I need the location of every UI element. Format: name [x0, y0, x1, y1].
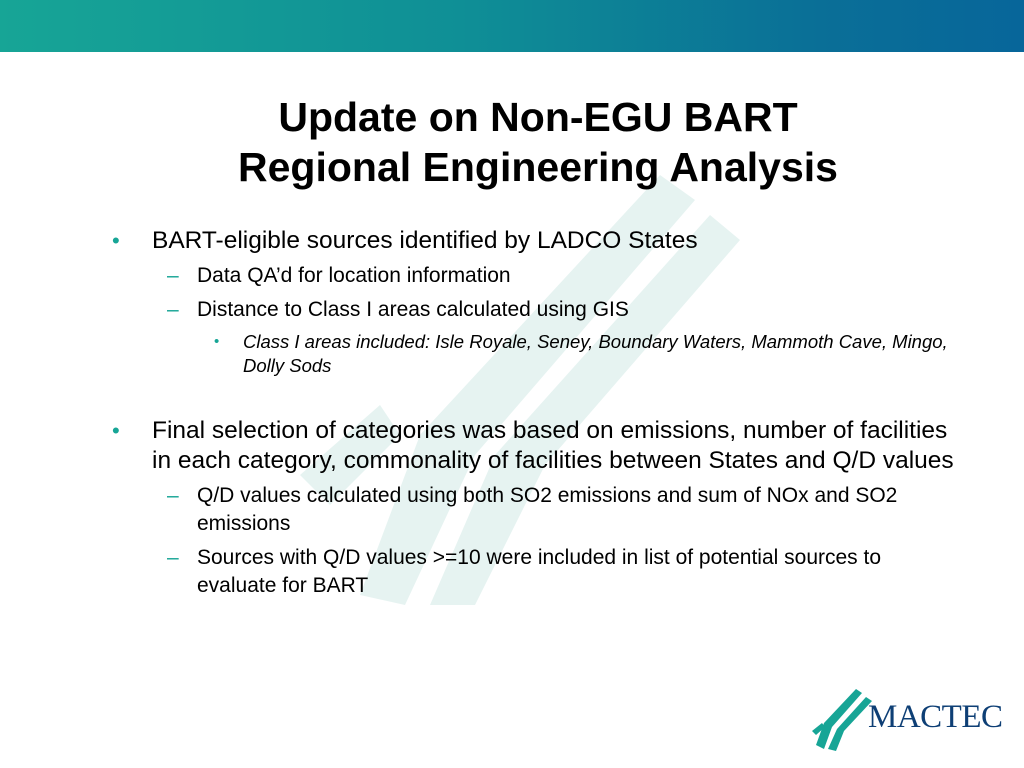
slide-title [0, 92, 1024, 192]
title-line-2: Regional Engineering Analysis [238, 144, 838, 190]
sub-bullet-2-1-text: Q/D values calculated using both SO2 emissions and sum of NOx and SO2 emissions [197, 484, 898, 535]
bullet-dot-icon: • [112, 228, 120, 253]
sub-bullet-2-1 [112, 482, 962, 538]
sub-bullet-1-1-text: Data QA’d for location information [197, 264, 511, 287]
spacer [112, 378, 962, 416]
bullet-2 [112, 416, 962, 476]
sub-sub-bullet-1-2-1 [112, 330, 962, 378]
mactec-logo [812, 685, 1012, 755]
dash-icon: – [167, 264, 179, 287]
logo-text: MACTEC [868, 699, 1003, 735]
slide-body [112, 226, 962, 600]
dash-icon: – [167, 546, 179, 569]
bullet-1-text: BART-eligible sources identified by LADCO States [152, 227, 698, 254]
bullet-dot-icon: • [214, 333, 220, 350]
sub-bullet-1-1 [112, 262, 962, 290]
sub-bullet-2-2 [112, 544, 962, 600]
sub-sub-bullet-text: Class I areas included: Isle Royale, Seney, Boundary Waters, Mammoth Cave, Mingo, Dolly Sods [243, 331, 948, 376]
bullet-1 [112, 226, 962, 256]
sub-bullet-2-2-text: Sources with Q/D values >=10 were included in list of potential sources to evaluate for BART [197, 546, 882, 597]
sub-bullet-1-2 [112, 296, 962, 324]
header-bar [0, 0, 1024, 52]
sub-bullet-1-2-text: Distance to Class I areas calculated using GIS [197, 298, 629, 321]
title-line-1: Update on Non-EGU BART [278, 94, 798, 140]
dash-icon: – [167, 298, 179, 321]
bullet-2-text: Final selection of categories was based on emissions, number of facilities in each category, commonality of facilities between States and Q/D values [152, 417, 954, 474]
dash-icon: – [167, 484, 179, 507]
mactec-book-logo-icon [812, 685, 874, 751]
bullet-dot-icon: • [112, 418, 120, 443]
